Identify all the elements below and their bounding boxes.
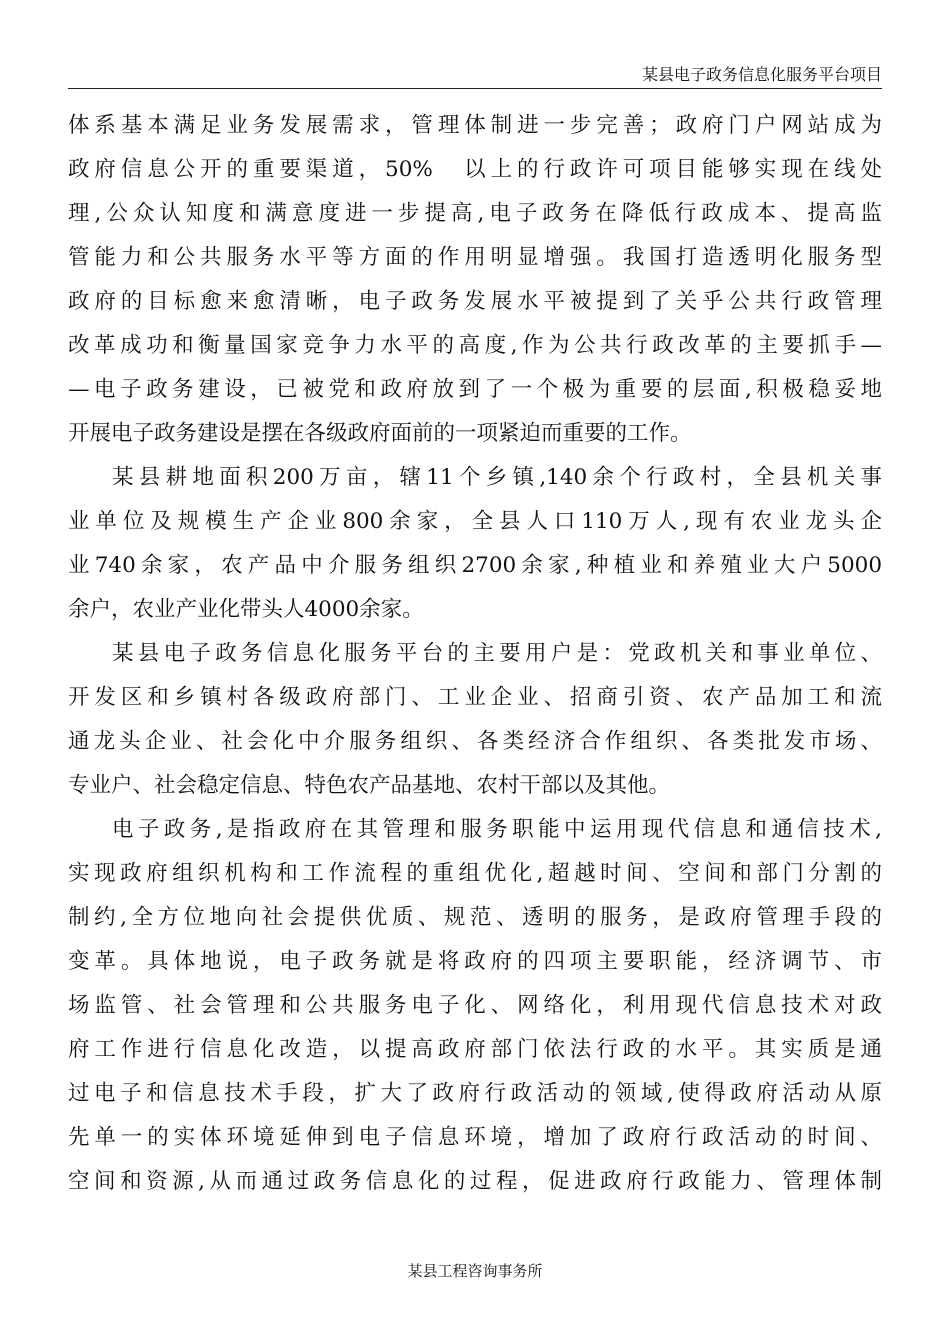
paragraph-first-line: 某县耕地面积200万亩，辖11个乡镇,140余个行政村，全县机关事 bbox=[112, 465, 882, 490]
page-footer: 某县工程咨询事务所 bbox=[407, 1262, 543, 1280]
text-line: 管能力和公共服务水平等方面的作用明显增强。我国打造透明化服务型 bbox=[68, 245, 882, 270]
text-line: 过电子和信息技术手段，扩大了政府行政活动的领域,使得政府活动从原 bbox=[68, 1081, 882, 1106]
page-header: 某县电子政务信息化服务平台项目 bbox=[641, 65, 882, 84]
text-line: 府工作进行信息化改造，以提高政府部门依法行政的水平。其实质是通 bbox=[68, 1037, 882, 1062]
text-line: 政府信息公开的重要渠道，50% 以上的行政许可项目能够实现在线处 bbox=[68, 157, 882, 182]
text-line: 制约,全方位地向社会提供优质、规范、透明的服务，是政府管理手段的 bbox=[68, 905, 882, 930]
text-line: 实现政府组织机构和工作流程的重组优化,超越时间、空间和部门分割的 bbox=[68, 861, 882, 886]
text-line: 通龙头企业、社会化中介服务组织、各类经济合作组织、各类批发市场、 bbox=[68, 729, 882, 754]
paragraph-first-line: 某县电子政务信息化服务平台的主要用户是：党政机关和事业单位、 bbox=[112, 641, 882, 666]
document-body bbox=[68, 104, 882, 1204]
text-line: 开展电子政务建设是摆在各级政府面前的一项紧迫而重要的工作。 bbox=[68, 421, 692, 446]
text-line: 余户，农业产业化带头人4000余家。 bbox=[68, 597, 424, 622]
text-line: 改革成功和衡量国家竞争力水平的高度,作为公共行政改革的主要抓手— bbox=[68, 333, 882, 358]
text-line: 政府的目标愈来愈清晰，电子政务发展水平被提到了关乎公共行政管理 bbox=[68, 289, 882, 314]
header-divider bbox=[68, 88, 882, 89]
text-line: 业单位及规模生产企业800余家，全县人口110万人,现有农业龙头企 bbox=[68, 509, 882, 534]
text-line: 业740余家，农产品中介服务组织2700余家,种植业和养殖业大户5000 bbox=[68, 553, 882, 578]
paragraph-first-line: 电子政务,是指政府在其管理和服务职能中运用现代信息和通信技术, bbox=[112, 817, 882, 842]
text-line: 场监管、社会管理和公共服务电子化、网络化，利用现代信息技术对政 bbox=[68, 993, 882, 1018]
text-line: 专业户、社会稳定信息、特色农产品基地、农村干部以及其他。 bbox=[68, 773, 671, 798]
text-line: 先单一的实体环境延伸到电子信息环境，增加了政府行政活动的时间、 bbox=[68, 1125, 882, 1150]
text-line: —电子政务建设，已被党和政府放到了一个极为重要的层面,积极稳妥地 bbox=[68, 377, 882, 402]
text-line: 开发区和乡镇村各级政府部门、工业企业、招商引资、农产品加工和流 bbox=[68, 685, 882, 710]
text-line: 理,公众认知度和满意度进一步提高,电子政务在降低行政成本、提高监 bbox=[68, 201, 882, 226]
text-line: 体系基本满足业务发展需求，管理体制进一步完善；政府门户网站成为 bbox=[68, 113, 882, 138]
text-line: 空间和资源,从而通过政务信息化的过程，促进政府行政能力、管理体制 bbox=[68, 1169, 882, 1194]
text-line: 变革。具体地说，电子政务就是将政府的四项主要职能，经济调节、市 bbox=[68, 949, 882, 974]
